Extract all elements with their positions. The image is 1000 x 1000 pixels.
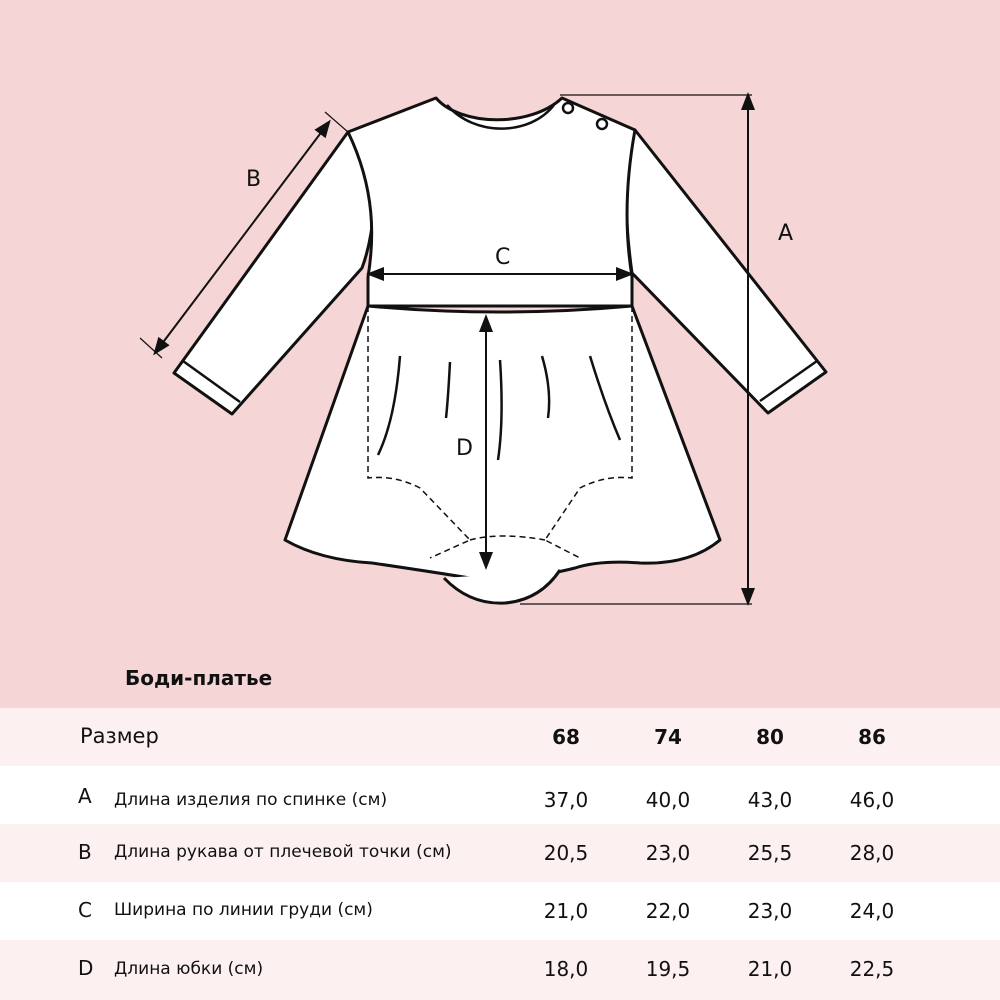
header-size-80: 80 <box>756 725 784 749</box>
row-letter: B <box>78 840 92 864</box>
row-letter: D <box>78 956 94 980</box>
row-value: 18,0 <box>543 957 589 981</box>
row-value: 24,0 <box>849 899 895 923</box>
table-row <box>0 766 1000 824</box>
row-description: Длина изделия по спинке (см) <box>114 790 388 810</box>
row-value: 21,0 <box>543 899 589 923</box>
product-title: Боди-платье <box>125 666 273 690</box>
header-size-86: 86 <box>858 725 886 749</box>
measure-label-d: D <box>456 436 473 461</box>
row-value: 23,0 <box>747 899 793 923</box>
table-row <box>0 940 1000 1000</box>
table-header-row <box>0 708 1000 766</box>
measure-label-c: C <box>495 245 511 270</box>
skirt <box>285 306 720 579</box>
dress-outline <box>174 98 826 603</box>
snap-button-2 <box>597 119 607 129</box>
row-value: 20,5 <box>543 841 589 865</box>
row-value: 21,0 <box>747 957 793 981</box>
snap-button-1 <box>563 103 573 113</box>
table-row <box>0 882 1000 940</box>
row-description: Ширина по линии груди (см) <box>114 900 373 920</box>
row-value: 37,0 <box>543 788 589 812</box>
row-value: 19,5 <box>645 957 691 981</box>
measure-label-b: B <box>246 167 262 192</box>
row-letter: A <box>78 784 92 808</box>
row-value: 46,0 <box>849 788 895 812</box>
header-size-label: Размер <box>80 724 159 748</box>
row-value: 28,0 <box>849 841 895 865</box>
row-value: 25,5 <box>747 841 793 865</box>
header-size-74: 74 <box>654 725 682 749</box>
row-value: 40,0 <box>645 788 691 812</box>
row-value: 23,0 <box>645 841 691 865</box>
row-value: 43,0 <box>747 788 793 812</box>
header-size-68: 68 <box>552 725 580 749</box>
row-value: 22,0 <box>645 899 691 923</box>
table-row <box>0 824 1000 882</box>
measure-label-a: A <box>778 221 794 246</box>
row-letter: C <box>78 898 92 922</box>
row-description: Длина рукава от плечевой точки (см) <box>114 842 452 862</box>
row-description: Длина юбки (см) <box>114 959 264 979</box>
row-value: 22,5 <box>849 957 895 981</box>
